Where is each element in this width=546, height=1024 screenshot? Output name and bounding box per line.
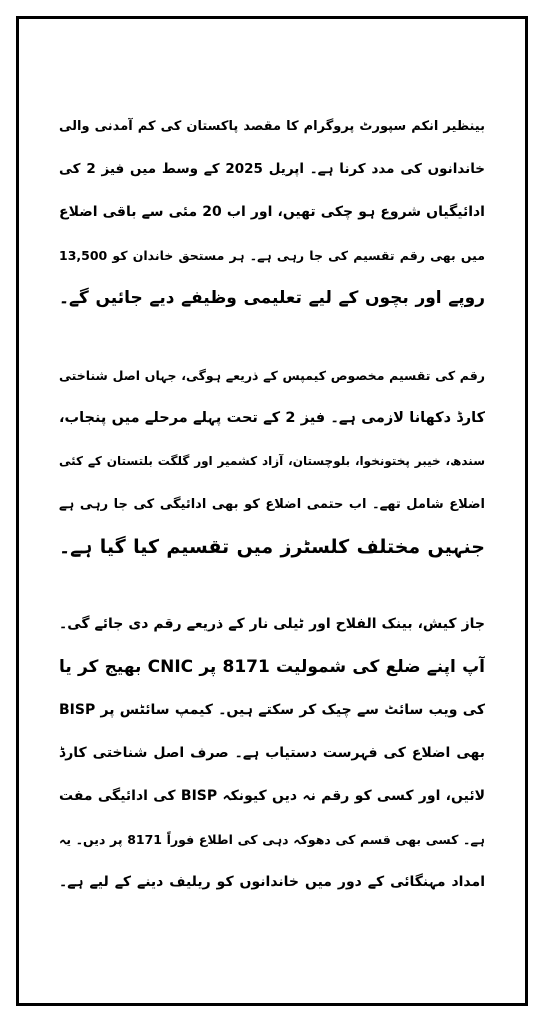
text-line: روپے اور بچوں کے لیے تعلیمی وظیفے دیے جائیں گے۔ [59,288,485,308]
text-line: کارڈ دکھانا لازمی ہے۔ فیز 2 کے تحت پہلے مرحلے میں پنجاب، [59,410,485,426]
paragraph-3 [59,603,485,904]
text-line: ہے۔ کسی بھی قسم کی دھوکہ دہی کی اطلاع فوراً 8171 پر دیں۔ یہ [59,832,485,847]
text-line: امداد مہنگائی کے دور میں خاندانوں کو ریلیف دینے کے لیے ہے۔ [59,874,485,890]
paragraph-2 [59,354,485,569]
article-frame [16,16,528,1006]
text-line: بھی اضلاع کی فہرست دستیاب ہے۔ صرف اصل شناختی کارڈ [59,745,485,761]
text-line: سندھ، خیبر پختونخوا، بلوچستان، آزاد کشمیر اور گلگت بلتستان کے کئی [59,454,485,468]
text-line: آپ اپنے ضلع کی شمولیت 8171 پر CNIC بھیج کر یا [59,657,485,677]
article-body [59,105,485,904]
text-line: بینظیر انکم سپورٹ پروگرام کا مقصد پاکستان کی کم آمدنی والی [59,119,485,134]
text-line: خاندانوں کی مدد کرنا ہے۔ اپریل 2025 کے وسط میں فیز 2 کی [59,161,485,177]
text-line: ادائیگیاں شروع ہو چکی تھیں، اور اب 20 مئی سے باقی اضلاع [59,204,485,220]
text-line: میں بھی رقم تقسیم کی جا رہی ہے۔ ہر مستحق خاندان کو 13,500 [59,248,485,263]
text-line: جاز کیش، بینک الفلاح اور ٹیلی نار کے ذریعے رقم دی جائے گی۔ [59,616,485,632]
text-line: اضلاع شامل تھے۔ اب حتمی اضلاع کو بھی ادائیگی کی جا رہی ہے [59,497,485,512]
text-line: کی ویب سائٹ سے چیک کر سکتے ہیں۔ کیمپ سائٹس پر BISP [59,702,485,718]
paragraph-1 [59,105,485,320]
text-line: جنہیں مختلف کلسٹرز میں تقسیم کیا گیا ہے۔ [59,536,485,558]
text-line: رقم کی تقسیم مخصوص کیمپس کے ذریعے ہوگی، جہاں اصل شناختی [59,368,485,383]
text-line: لائیں، اور کسی کو رقم نہ دیں کیونکہ BISP کی ادائیگی مفت [59,788,485,804]
